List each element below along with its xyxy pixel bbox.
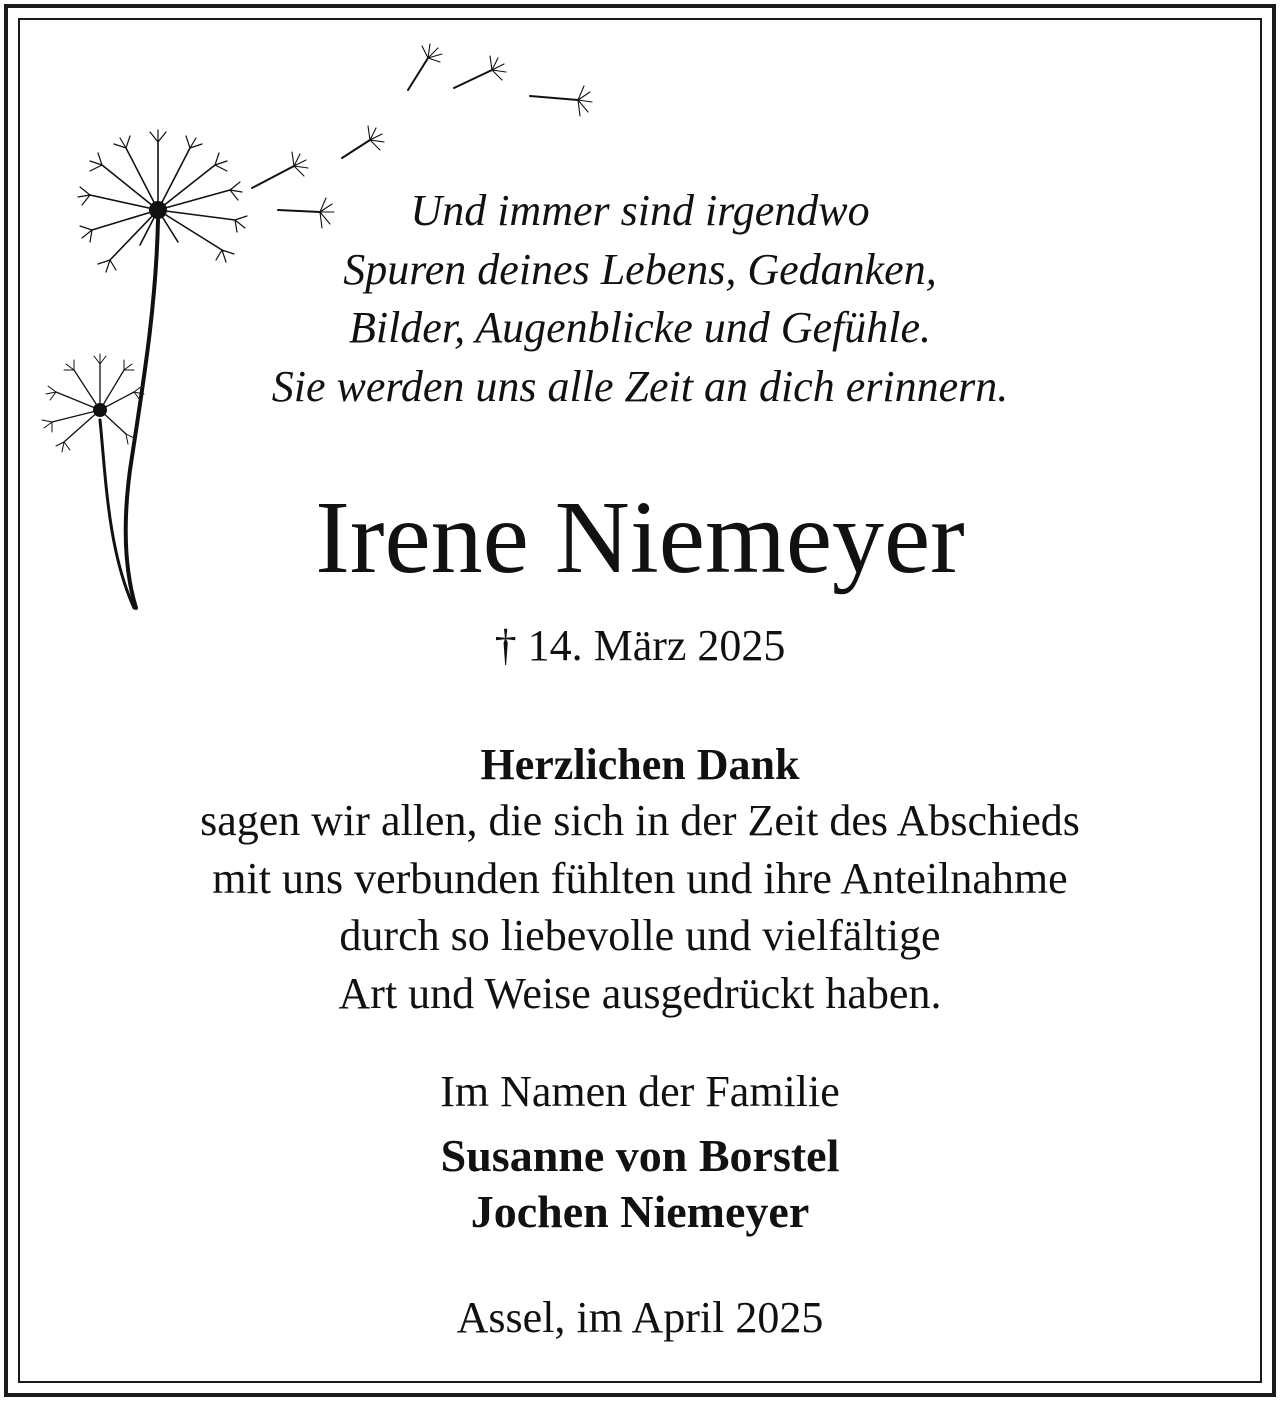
signers (0, 1128, 1280, 1240)
poem (0, 182, 1280, 416)
poem-line: Spuren deines Lebens, Gedanken, (343, 244, 937, 294)
thanks-section (0, 738, 1280, 1022)
family-intro: Im Namen der Familie (440, 1067, 840, 1116)
deceased-name: Irene Niemeyer (315, 480, 965, 595)
thanks-line: mit uns verbunden fühlten und ihre Anteilnahme (212, 853, 1068, 903)
signer-name: Susanne von Borstel (440, 1130, 840, 1181)
thanks-line: Art und Weise ausgedrückt haben. (338, 968, 942, 1018)
signer-name: Jochen Niemeyer (470, 1186, 810, 1237)
place-date: Assel, im April 2025 (456, 1293, 824, 1342)
thanks-line: durch so liebevolle und vielfältige (339, 911, 941, 960)
thanks-line: sagen wir allen, die sich in der Zeit des Abschieds (200, 796, 1080, 845)
poem-line: Sie werden uns alle Zeit an dich erinnern. (271, 361, 1009, 411)
death-date: † 14. März 2025 (494, 621, 786, 670)
poem-line: Bilder, Augenblicke und Gefühle. (348, 303, 932, 352)
poem-line: Und immer sind irgendwo (410, 186, 870, 235)
thanks-title: Herzlichen Dank (480, 740, 800, 789)
